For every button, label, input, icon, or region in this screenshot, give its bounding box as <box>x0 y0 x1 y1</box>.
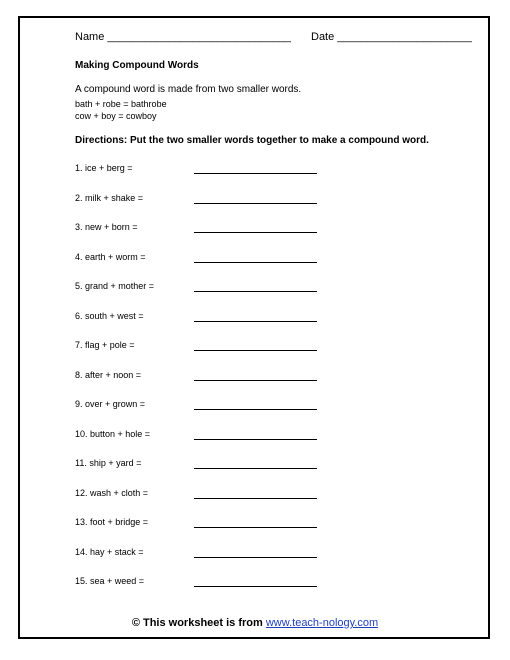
answer-blank[interactable] <box>194 498 317 499</box>
exercise-item-label: 4. earth + worm = <box>75 251 146 262</box>
answer-blank[interactable] <box>194 321 317 322</box>
intro-text: A compound word is made from two smaller words. <box>75 84 302 95</box>
answer-blank[interactable] <box>194 557 317 558</box>
date-field-label: Date ______________________ <box>311 31 472 43</box>
exercise-item-label: 14. hay + stack = <box>75 546 144 557</box>
exercise-item-label: 5. grand + mother = <box>75 281 155 291</box>
footer-prefix: © This worksheet is from <box>131 617 266 629</box>
answer-blank[interactable] <box>194 173 317 174</box>
exercise-item-label: 7. flag + pole = <box>75 340 135 350</box>
exercise-item-label: 10. button + hole = <box>75 428 151 439</box>
example-2: cow + boy = cowboy <box>75 111 157 121</box>
answer-blank[interactable] <box>194 203 317 204</box>
example-1: bath + robe = bathrobe <box>75 99 167 109</box>
exercise-item-label: 12. wash + cloth = <box>75 487 149 498</box>
footer-credit <box>0 617 510 629</box>
answer-blank[interactable] <box>194 409 317 410</box>
exercise-item-label: 2. milk + shake = <box>75 192 144 203</box>
exercise-item-label: 13. foot + bridge = <box>75 517 149 527</box>
exercise-item-label: 6. south + west = <box>75 310 144 321</box>
exercise-item-label: 8. after + noon = <box>75 369 142 380</box>
name-field-label: Name ______________________________ <box>75 31 291 43</box>
exercise-item-label: 9. over + grown = <box>75 399 146 409</box>
exercise-item-label: 3. new + born = <box>75 222 138 232</box>
worksheet-title: Making Compound Words <box>75 60 199 71</box>
directions-text: Directions: Put the two smaller words together to make a compound word. <box>75 135 429 146</box>
answer-blank[interactable] <box>194 586 317 587</box>
exercise-item-label: 11. ship + yard = <box>75 458 142 468</box>
answer-blank[interactable] <box>194 350 317 351</box>
answer-blank[interactable] <box>194 232 317 233</box>
answer-blank[interactable] <box>194 527 317 528</box>
answer-blank[interactable] <box>194 468 317 469</box>
teach-nology-link[interactable]: www.teach-nology.com <box>265 617 379 629</box>
answer-blank[interactable] <box>194 439 317 440</box>
answer-blank[interactable] <box>194 262 317 263</box>
answer-blank[interactable] <box>194 380 317 381</box>
exercise-item-label: 1. ice + berg = <box>75 163 133 173</box>
exercise-item-label: 15. sea + weed = <box>75 576 145 586</box>
answer-blank[interactable] <box>194 291 317 292</box>
